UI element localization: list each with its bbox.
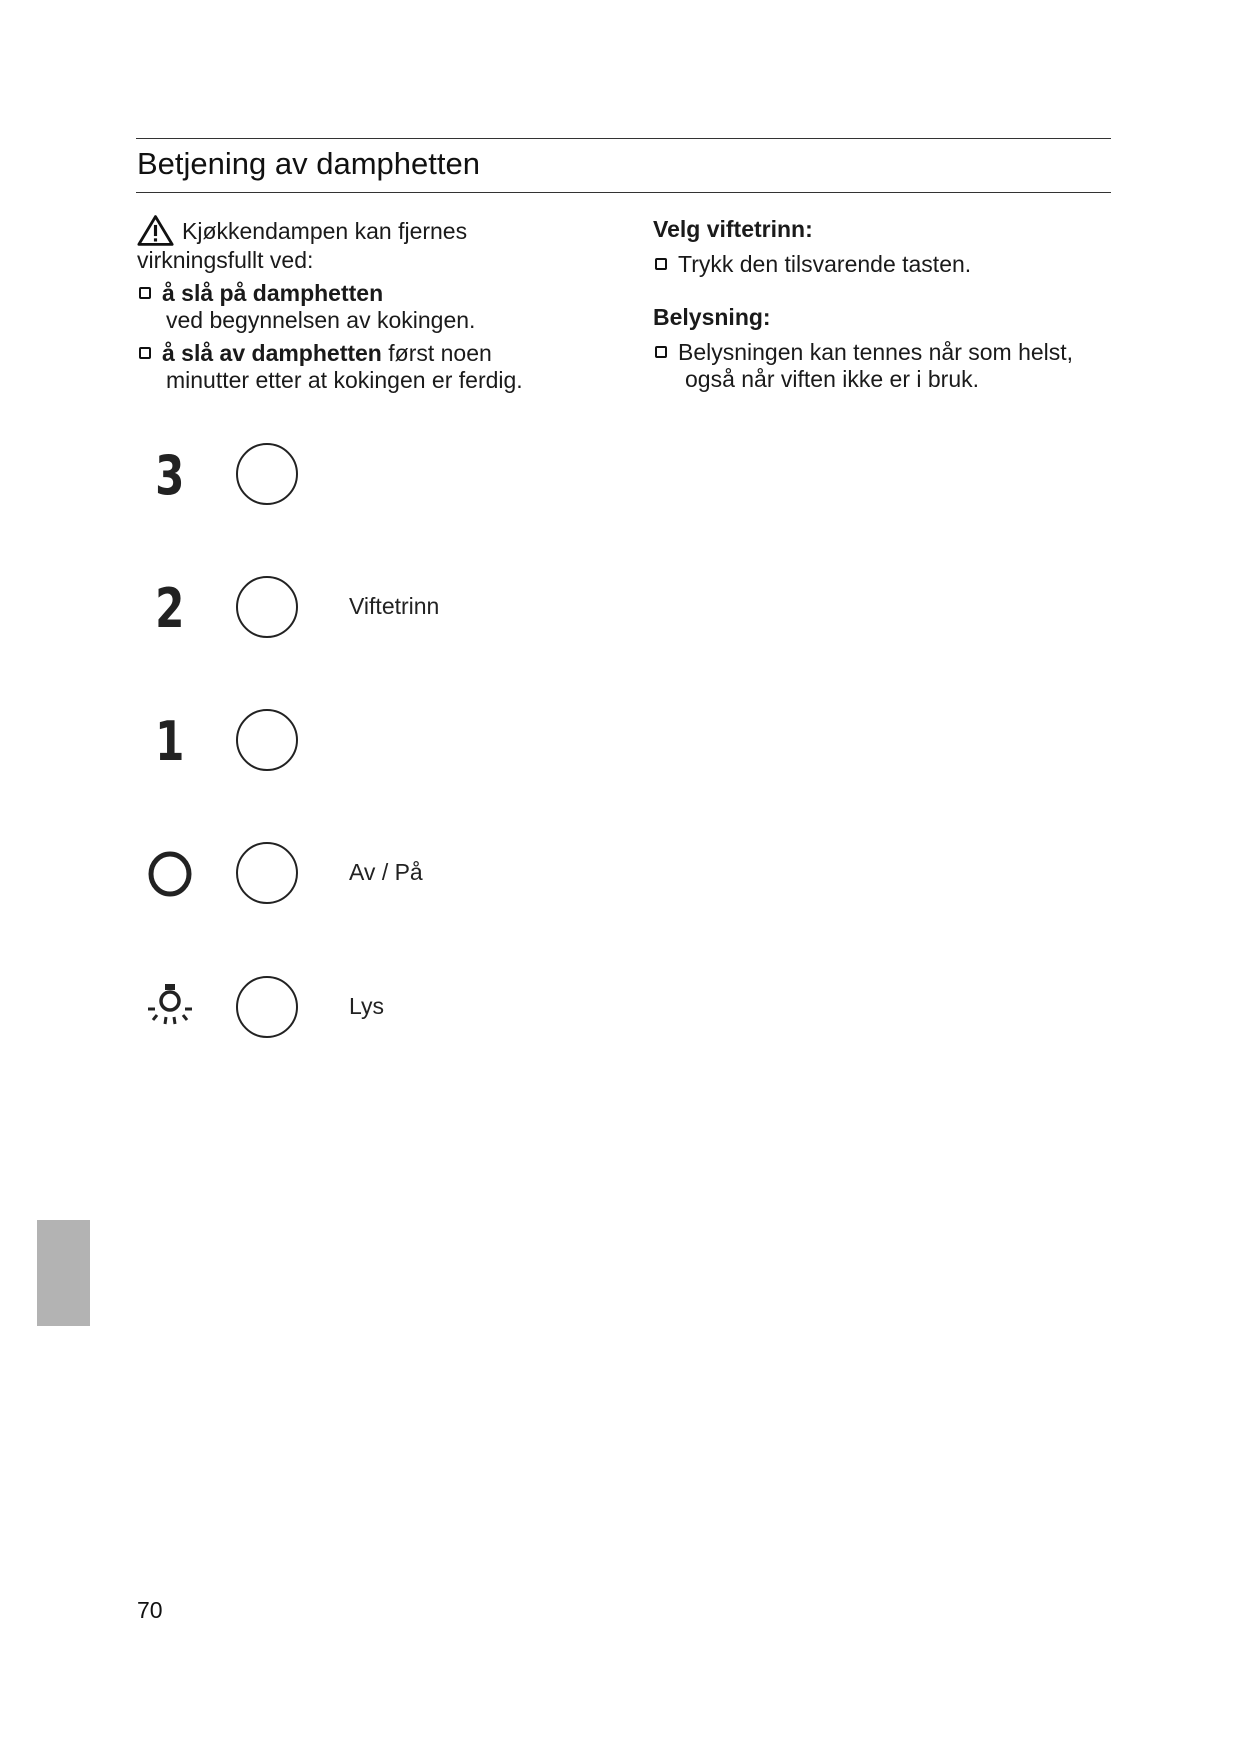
warning-triangle-icon xyxy=(137,214,174,247)
warning-text-line1: Kjøkkendampen kan fjernes xyxy=(182,218,468,244)
list-item xyxy=(137,280,607,334)
fan-level-1-row xyxy=(140,706,640,776)
instructions-section xyxy=(653,216,1123,393)
fan-list xyxy=(653,251,1123,278)
header-rule-bottom xyxy=(136,192,1111,193)
power-row xyxy=(140,839,640,909)
list-item-rest: først noen xyxy=(381,340,492,366)
checkbox-bullet-icon xyxy=(655,346,667,358)
light-row xyxy=(140,973,640,1043)
list-item xyxy=(137,340,607,394)
fan-level-1-button[interactable] xyxy=(236,709,298,771)
warning-paragraph xyxy=(137,218,607,247)
page-number: 70 xyxy=(137,1597,163,1623)
light-item-line1: Belysningen kan tennes når som helst, xyxy=(678,339,1074,365)
light-list xyxy=(653,339,1123,393)
warning-text-line2: virkningsfullt ved: xyxy=(137,247,314,273)
light-label: Lys xyxy=(349,993,384,1019)
fan-level-3-row xyxy=(140,440,640,510)
intro-list xyxy=(137,280,607,394)
fan-level-2-symbol: 2 xyxy=(155,576,185,640)
checkbox-bullet-icon xyxy=(139,347,151,359)
fan-level-1-symbol: 1 xyxy=(155,709,185,773)
power-button[interactable] xyxy=(236,842,298,904)
list-item xyxy=(653,339,1123,393)
light-button[interactable] xyxy=(236,976,298,1038)
checkbox-bullet-icon xyxy=(139,287,151,299)
list-item-line2: minutter etter at kokingen er ferdig. xyxy=(166,367,523,393)
header-rule-top xyxy=(136,138,1111,139)
fan-level-2-button[interactable] xyxy=(236,576,298,638)
section-thumb-tab xyxy=(37,1220,90,1326)
fan-item-text: Trykk den tilsvarende tasten. xyxy=(678,251,972,277)
power-circle-icon xyxy=(140,839,200,909)
intro-section xyxy=(137,218,607,394)
light-item-line2: også når viften ikke er i bruk. xyxy=(685,366,980,392)
fan-level-2-row xyxy=(140,573,640,643)
light-bulb-icon xyxy=(140,973,200,1043)
fan-levels-label: Viftetrinn xyxy=(349,593,440,619)
fan-heading: Velg viftetrinn: xyxy=(653,216,813,242)
list-item-line2: ved begynnelsen av kokingen. xyxy=(166,307,476,333)
list-item xyxy=(653,251,1123,278)
light-heading: Belysning: xyxy=(653,304,771,330)
list-item-bold: å slå av damphetten xyxy=(162,340,382,366)
fan-level-3-symbol: 3 xyxy=(155,443,185,507)
checkbox-bullet-icon xyxy=(655,258,667,270)
power-label: Av / På xyxy=(349,859,423,885)
page-title: Betjening av damphetten xyxy=(137,146,480,181)
list-item-bold: å slå på damphetten xyxy=(162,280,384,306)
fan-level-3-button[interactable] xyxy=(236,443,298,505)
